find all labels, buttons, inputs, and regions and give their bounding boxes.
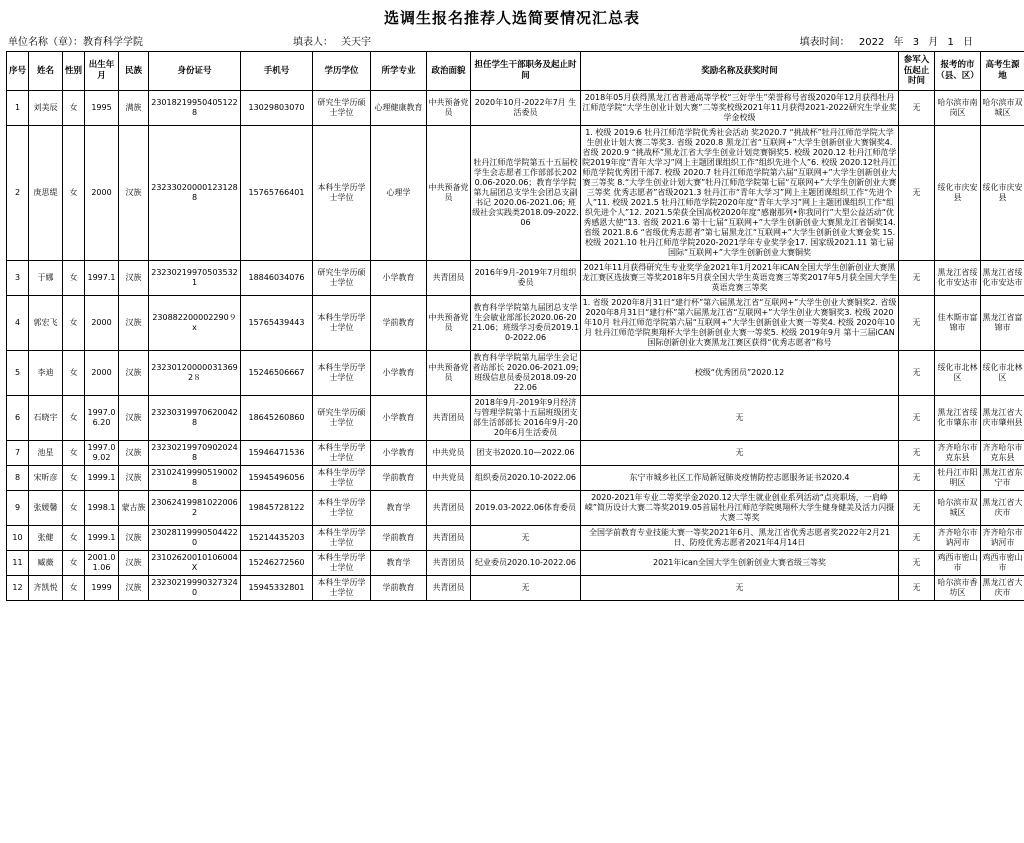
table-row bbox=[7, 350, 1024, 395]
table-row bbox=[7, 550, 1024, 575]
cell-name: 池星 bbox=[29, 440, 63, 465]
cell-political: 共青团员 bbox=[427, 550, 471, 575]
cell-award: 东宁市城乡社区工作局新冠肺炎疫情防控志愿服务证书2020.4 bbox=[581, 465, 899, 490]
cell-name: 张健 bbox=[29, 525, 63, 550]
cell-nation: 汉族 bbox=[119, 295, 149, 350]
cell-award: 1. 校级 2019.6 牡丹江师范学院优秀社会活动 奖2020.7 “挑战杯”牡丹江师范学院大学生创业计划大赛二等奖3. 省级 2020.8 黑龙江省“互联网+”大学生创新创业大赛铜奖4. 省级 2020.9 “挑战杯”黑龙江省大学生创业计划竞赛铜奖5. 校级 2020.12 牡丹江师范学院2019年度“青年大学习”网上主题团课组织工作“组织先进个人”6. 校级 2020.12牡丹江师范学院优秀团干部7. 校级 2020.7 牡丹江师范学院第六届“互联网+”大学生创新创业大赛三等奖 8.“大学生创业计划大赛”牡丹江师范学院第七届“互联网+”大学生创新创业大赛三等奖 优秀志愿者”省级2021.3 牡丹江市“青年大学习”网上主题团课组织工作“先进个人”11. 校级 2021.5 牡丹江师范学院2020年度“青年大学习”网上主题团课组织工作“组织先进个人”12. 2021.5荣获全国高校2020年度“感谢那列•你我同行”大型公益活动“优秀感恩大使”13. 省级 2021.6 第十七届“互联网+”大学生创新创业大赛黑龙江省铜奖14. 省级 2021.8.6 “省级优秀志愿者”第七届黑龙江“互联网+”大学生创新创业大赛金奖 15. 校级 2021.10 牡丹江师范学院2020-2021学年专业奖学金17. 国家级2021.11 第七届国际“互联网+”大学生创新创业大赛铜奖 bbox=[581, 125, 899, 260]
cell-source: 黑龙江省绥化市安达市 bbox=[981, 260, 1024, 295]
cell-name: 臧薇 bbox=[29, 550, 63, 575]
cell-education: 本科生学历学士学位 bbox=[313, 490, 371, 525]
cell-source: 黑龙江省大庆市肇州县 bbox=[981, 395, 1024, 440]
cell-phone: 18645260860 bbox=[241, 395, 313, 440]
table-header-row bbox=[7, 52, 1024, 91]
col-header-region: 报考的市（县、区） bbox=[935, 52, 981, 91]
cell-phone: 15246272560 bbox=[241, 550, 313, 575]
cell-region: 黑龙江省绥化市安达市 bbox=[935, 260, 981, 295]
cell-id: 232303199706200428 bbox=[149, 395, 241, 440]
col-header-education: 学历学位 bbox=[313, 52, 371, 91]
cell-duty: 无 bbox=[471, 575, 581, 600]
cell-army: 无 bbox=[899, 395, 935, 440]
col-header-birth: 出生年月 bbox=[85, 52, 119, 91]
cell-major: 心理健康教育 bbox=[371, 90, 427, 125]
cell-education: 本科生学历学士学位 bbox=[313, 575, 371, 600]
cell-name: 宋昕彦 bbox=[29, 465, 63, 490]
cell-duty: 2020年10月-2022年7月 生活委员 bbox=[471, 90, 581, 125]
cell-education: 研究生学历硕士学位 bbox=[313, 395, 371, 440]
date-year: 2022 bbox=[858, 37, 885, 48]
cell-seq: 4 bbox=[7, 295, 29, 350]
page-title: 选调生报名推荐人选简要情况汇总表 bbox=[383, 9, 640, 27]
cell-seq: 9 bbox=[7, 490, 29, 525]
cell-duty: 2019.03-2022.06体育委员 bbox=[471, 490, 581, 525]
cell-source: 黑龙江省大庆市 bbox=[981, 575, 1024, 600]
cell-political: 中共预备党员 bbox=[427, 90, 471, 125]
date-day: 1 bbox=[947, 37, 954, 48]
cell-phone: 15945496056 bbox=[241, 465, 313, 490]
cell-political: 中共党员 bbox=[427, 465, 471, 490]
cell-nation: 汉族 bbox=[119, 575, 149, 600]
cell-source: 齐齐哈尔市克东县 bbox=[981, 440, 1024, 465]
cell-name: 张媛馨 bbox=[29, 490, 63, 525]
cell-source: 哈尔滨市双城区 bbox=[981, 90, 1024, 125]
cell-birth: 1998.1 bbox=[85, 490, 119, 525]
cell-id: 23102620010106004X bbox=[149, 550, 241, 575]
cell-seq: 5 bbox=[7, 350, 29, 395]
cell-id: 230281199905044220 bbox=[149, 525, 241, 550]
cell-seq: 12 bbox=[7, 575, 29, 600]
cell-region: 哈尔滨市双城区 bbox=[935, 490, 981, 525]
cell-name: 庚思缇 bbox=[29, 125, 63, 260]
cell-duty: 纪业委员2020.10-2022.06 bbox=[471, 550, 581, 575]
cell-region: 绥化市庆安县 bbox=[935, 125, 981, 260]
cell-army: 无 bbox=[899, 525, 935, 550]
date-day-unit: 日 bbox=[963, 37, 973, 48]
col-header-major: 所学专业 bbox=[371, 52, 427, 91]
table-row bbox=[7, 525, 1024, 550]
col-header-duty: 担任学生干部职务及起止时间 bbox=[471, 52, 581, 91]
cell-political: 中共预备党员 bbox=[427, 295, 471, 350]
cell-political: 共青团员 bbox=[427, 395, 471, 440]
cell-education: 本科生学历学士学位 bbox=[313, 550, 371, 575]
cell-region: 鸡西市密山市 bbox=[935, 550, 981, 575]
cell-award: 无 bbox=[581, 395, 899, 440]
cell-source: 鸡西市密山市 bbox=[981, 550, 1024, 575]
cell-phone: 15765439443 bbox=[241, 295, 313, 350]
cell-army: 无 bbox=[899, 550, 935, 575]
cell-source: 绥化市北林区 bbox=[981, 350, 1024, 395]
cell-major: 学前教育 bbox=[371, 525, 427, 550]
cell-education: 本科生学历学士学位 bbox=[313, 440, 371, 465]
cell-duty: 团支书2020.10—2022.06 bbox=[471, 440, 581, 465]
date-group bbox=[797, 33, 976, 48]
cell-major: 小学教育 bbox=[371, 395, 427, 440]
cell-id: 230624199810220062 bbox=[149, 490, 241, 525]
cell-region: 齐齐哈尔市讷河市 bbox=[935, 525, 981, 550]
col-header-sex: 性别 bbox=[63, 52, 85, 91]
cell-birth: 1999 bbox=[85, 575, 119, 600]
cell-political: 共青团员 bbox=[427, 575, 471, 600]
cell-education: 本科生学历学士学位 bbox=[313, 125, 371, 260]
cell-duty: 无 bbox=[471, 525, 581, 550]
cell-major: 学前教育 bbox=[371, 465, 427, 490]
cell-army: 无 bbox=[899, 440, 935, 465]
cell-region: 哈尔滨市香坊区 bbox=[935, 575, 981, 600]
col-header-phone: 手机号 bbox=[241, 52, 313, 91]
col-header-source: 高考生源地 bbox=[981, 52, 1024, 91]
cell-sex: 女 bbox=[63, 465, 85, 490]
cell-army: 无 bbox=[899, 350, 935, 395]
cell-nation: 汉族 bbox=[119, 260, 149, 295]
cell-award: 2021年11月获得研究生专业奖学金2021年1月2021年iCAN全国大学生创新创业大赛黑龙江赛区选拔赛三等奖2018年5月获全国大学生英语竞赛三等奖2017年5月获全国大学生英语竞赛三等奖 bbox=[581, 260, 899, 295]
cell-id: 231024199905190028 bbox=[149, 465, 241, 490]
cell-seq: 3 bbox=[7, 260, 29, 295]
cell-region: 齐齐哈尔市克东县 bbox=[935, 440, 981, 465]
cell-army: 无 bbox=[899, 490, 935, 525]
cell-major: 学前教育 bbox=[371, 575, 427, 600]
cell-award: 1. 省级 2020年8月31日“建行杯”第六届黑龙江省“互联网+”大学生创业大赛铜奖2. 省级 2020年8月31日“建行杯”第六届黑龙江省“互联网+”大学生创业大赛铜奖3. 校级 2020年10月 牡丹江师范学院第六届“互联网+”大学生创新创业大赛一等奖4. 校级 2020年10月 牡丹江师范学院奥翔杯大学生创新创业大赛一等奖5. 校级 2019年9月 第十三届iCAN国际创新创业大赛黑龙江赛区获得“优秀志愿者”称号 bbox=[581, 295, 899, 350]
cell-major: 心理学 bbox=[371, 125, 427, 260]
cell-major: 小学教育 bbox=[371, 260, 427, 295]
cell-region: 绥化市北林区 bbox=[935, 350, 981, 395]
cell-sex: 女 bbox=[63, 125, 85, 260]
cell-army: 无 bbox=[899, 575, 935, 600]
cell-army: 无 bbox=[899, 465, 935, 490]
cell-birth: 1999.1 bbox=[85, 465, 119, 490]
cell-birth: 2000 bbox=[85, 125, 119, 260]
cell-sex: 女 bbox=[63, 90, 85, 125]
cell-political: 中共预备党员 bbox=[427, 350, 471, 395]
document-meta bbox=[6, 33, 1018, 48]
cell-phone: 19845728122 bbox=[241, 490, 313, 525]
cell-birth: 2001.01.06 bbox=[85, 550, 119, 575]
cell-source: 绥化市庆安县 bbox=[981, 125, 1024, 260]
cell-major: 学前教育 bbox=[371, 295, 427, 350]
cell-education: 研究生学历硕士学位 bbox=[313, 90, 371, 125]
cell-name: 刘美辰 bbox=[29, 90, 63, 125]
cell-award: 2020-2021年专业二等奖学金2020.12大学生就业创业系列活动“点亮职场，一肩峥嵘”简历设计大赛二等奖2019.05首届牡丹江师范学院奥翔杯大学生健身健美及活力闪摄大赛二等奖 bbox=[581, 490, 899, 525]
cell-political: 共青团员 bbox=[427, 490, 471, 525]
cell-seq: 1 bbox=[7, 90, 29, 125]
date-year-unit: 年 bbox=[893, 37, 904, 48]
cell-phone: 15765766401 bbox=[241, 125, 313, 260]
cell-nation: 汉族 bbox=[119, 525, 149, 550]
cell-sex: 女 bbox=[63, 490, 85, 525]
cell-sex: 女 bbox=[63, 350, 85, 395]
table-body bbox=[7, 90, 1024, 600]
cell-id: 230182199504051228 bbox=[149, 90, 241, 125]
col-header-name: 姓名 bbox=[29, 52, 63, 91]
cell-birth: 1997.06.20 bbox=[85, 395, 119, 440]
cell-phone: 15945332801 bbox=[241, 575, 313, 600]
cell-source: 黑龙江省大庆市 bbox=[981, 490, 1024, 525]
cell-political: 中共党员 bbox=[427, 440, 471, 465]
cell-name: 石晓宇 bbox=[29, 395, 63, 440]
summary-table bbox=[6, 51, 1024, 601]
cell-army: 无 bbox=[899, 90, 935, 125]
cell-major: 小学教育 bbox=[371, 440, 427, 465]
col-header-seq: 序号 bbox=[7, 52, 29, 91]
cell-phone: 15214435203 bbox=[241, 525, 313, 550]
cell-nation: 汉族 bbox=[119, 440, 149, 465]
cell-name: 郭宏飞 bbox=[29, 295, 63, 350]
unit-label: 单位名称（章）： bbox=[8, 37, 83, 48]
table-row bbox=[7, 440, 1024, 465]
cell-phone: 13029803070 bbox=[241, 90, 313, 125]
cell-sex: 女 bbox=[63, 575, 85, 600]
col-header-nation: 民族 bbox=[119, 52, 149, 91]
col-header-army: 参军入伍起止时间 bbox=[899, 52, 935, 91]
cell-award: 校级“优秀团员”2020.12 bbox=[581, 350, 899, 395]
cell-major: 小学教育 bbox=[371, 350, 427, 395]
cell-nation: 汉族 bbox=[119, 125, 149, 260]
table-row bbox=[7, 260, 1024, 295]
date-month-unit: 月 bbox=[928, 37, 939, 48]
cell-seq: 2 bbox=[7, 125, 29, 260]
cell-duty: 教育科学学院第九届学生会记者站部长 2020.06-2021.09; 班级信息员委员2018.09-2022.06 bbox=[471, 350, 581, 395]
cell-birth: 1997.1 bbox=[85, 260, 119, 295]
cell-nation: 满族 bbox=[119, 90, 149, 125]
cell-id: 232301200000313692８ bbox=[149, 350, 241, 395]
cell-seq: 10 bbox=[7, 525, 29, 550]
cell-region: 牡丹江市阳明区 bbox=[935, 465, 981, 490]
cell-nation: 汉族 bbox=[119, 550, 149, 575]
cell-nation: 汉族 bbox=[119, 465, 149, 490]
cell-education: 本科生学历学士学位 bbox=[313, 350, 371, 395]
col-header-award: 奖励名称及获奖时间 bbox=[581, 52, 899, 91]
table-row bbox=[7, 395, 1024, 440]
cell-award: 无 bbox=[581, 440, 899, 465]
cell-army: 无 bbox=[899, 125, 935, 260]
table-row bbox=[7, 575, 1024, 600]
cell-nation: 汉族 bbox=[119, 395, 149, 440]
cell-seq: 7 bbox=[7, 440, 29, 465]
cell-seq: 11 bbox=[7, 550, 29, 575]
table-row bbox=[7, 490, 1024, 525]
cell-political: 中共预备党员 bbox=[427, 125, 471, 260]
cell-id: 230882200002290９x bbox=[149, 295, 241, 350]
cell-name: 李迪 bbox=[29, 350, 63, 395]
filler-value: 关天宇 bbox=[341, 37, 371, 48]
cell-birth: 2000 bbox=[85, 295, 119, 350]
cell-sex: 女 bbox=[63, 440, 85, 465]
cell-birth: 2000 bbox=[85, 350, 119, 395]
cell-phone: 15246506667 bbox=[241, 350, 313, 395]
cell-education: 研究生学历硕士学位 bbox=[313, 260, 371, 295]
date-label: 填表时间： bbox=[799, 37, 850, 48]
table-row bbox=[7, 465, 1024, 490]
table-row bbox=[7, 125, 1024, 260]
cell-seq: 8 bbox=[7, 465, 29, 490]
cell-source: 黑龙江省富锦市 bbox=[981, 295, 1024, 350]
cell-phone: 15946471536 bbox=[241, 440, 313, 465]
table-row bbox=[7, 90, 1024, 125]
cell-sex: 女 bbox=[63, 550, 85, 575]
unit-value: 教育科学学院 bbox=[83, 37, 143, 48]
cell-duty: 2018年9月-2019年9月经济与管理学院第十五届班级团支部生活部部长 2016年9月-2020年6月生活委员 bbox=[471, 395, 581, 440]
table-row bbox=[7, 295, 1024, 350]
cell-award: 2021年ican全国大学生创新创业大赛省级三等奖 bbox=[581, 550, 899, 575]
cell-duty: 牡丹江师范学院第五十五届校学生会志愿者工作部部长2020.06-2020.06；教育学学院第九届团总支学生会团总支副书记 2020.06-2021.06; 班级社会实践类2018.09-2022.06 bbox=[471, 125, 581, 260]
cell-sex: 女 bbox=[63, 295, 85, 350]
cell-name: 齐凯悦 bbox=[29, 575, 63, 600]
cell-id: 232302199705035321 bbox=[149, 260, 241, 295]
cell-political: 共青团员 bbox=[427, 260, 471, 295]
cell-id: 232302199903273240 bbox=[149, 575, 241, 600]
cell-army: 无 bbox=[899, 295, 935, 350]
cell-award: 全国学前教育专业技能大赛一等奖2021年6月、黑龙江省优秀志愿者奖2022年2月21日、防疫优秀志愿者2021年4月14日 bbox=[581, 525, 899, 550]
col-header-political: 政治面貌 bbox=[427, 52, 471, 91]
cell-army: 无 bbox=[899, 260, 935, 295]
cell-birth: 1995 bbox=[85, 90, 119, 125]
cell-region: 黑龙江省绥化市肇东市 bbox=[935, 395, 981, 440]
cell-id: 232330200001231288 bbox=[149, 125, 241, 260]
cell-duty: 2016年9月-2019年7月组织委员 bbox=[471, 260, 581, 295]
cell-source: 黑龙江省东宁市 bbox=[981, 465, 1024, 490]
cell-sex: 女 bbox=[63, 525, 85, 550]
cell-birth: 1999.1 bbox=[85, 525, 119, 550]
cell-source: 齐齐哈尔市讷河市 bbox=[981, 525, 1024, 550]
col-header-id: 身份证号 bbox=[149, 52, 241, 91]
cell-sex: 女 bbox=[63, 260, 85, 295]
cell-birth: 1997.09.02 bbox=[85, 440, 119, 465]
cell-major: 教育学 bbox=[371, 490, 427, 525]
filler-label: 填表人： bbox=[293, 37, 333, 48]
cell-education: 本科生学历学士学位 bbox=[313, 465, 371, 490]
cell-sex: 女 bbox=[63, 395, 85, 440]
cell-nation: 蒙古族 bbox=[119, 490, 149, 525]
cell-seq: 6 bbox=[7, 395, 29, 440]
cell-region: 哈尔滨市南岗区 bbox=[935, 90, 981, 125]
cell-nation: 汉族 bbox=[119, 350, 149, 395]
cell-major: 教育学 bbox=[371, 550, 427, 575]
cell-award: 2018年05月获得黑龙江省普通高等学校“三好学生”荣誉称号省级2020年12月获得牡丹江师范学院“大学生创业计划大赛”二等奖校级2021年11月获得2021-2022研究生学业奖学金校级 bbox=[581, 90, 899, 125]
cell-duty: 教育科学学院第九届团总支学生会敏业部部长2020.06-2021.06；班级学习委员2019.10-2022.06 bbox=[471, 295, 581, 350]
cell-phone: 18846034076 bbox=[241, 260, 313, 295]
cell-award: 无 bbox=[581, 575, 899, 600]
cell-political: 共青团员 bbox=[427, 525, 471, 550]
cell-region: 佳木斯市富锦市 bbox=[935, 295, 981, 350]
cell-education: 本科生学历学士学位 bbox=[313, 295, 371, 350]
cell-id: 232302199709020248 bbox=[149, 440, 241, 465]
cell-education: 本科生学历学士学位 bbox=[313, 525, 371, 550]
date-month: 3 bbox=[912, 37, 920, 48]
cell-name: 于娜 bbox=[29, 260, 63, 295]
cell-duty: 组织委员2020.10-2022.06 bbox=[471, 465, 581, 490]
